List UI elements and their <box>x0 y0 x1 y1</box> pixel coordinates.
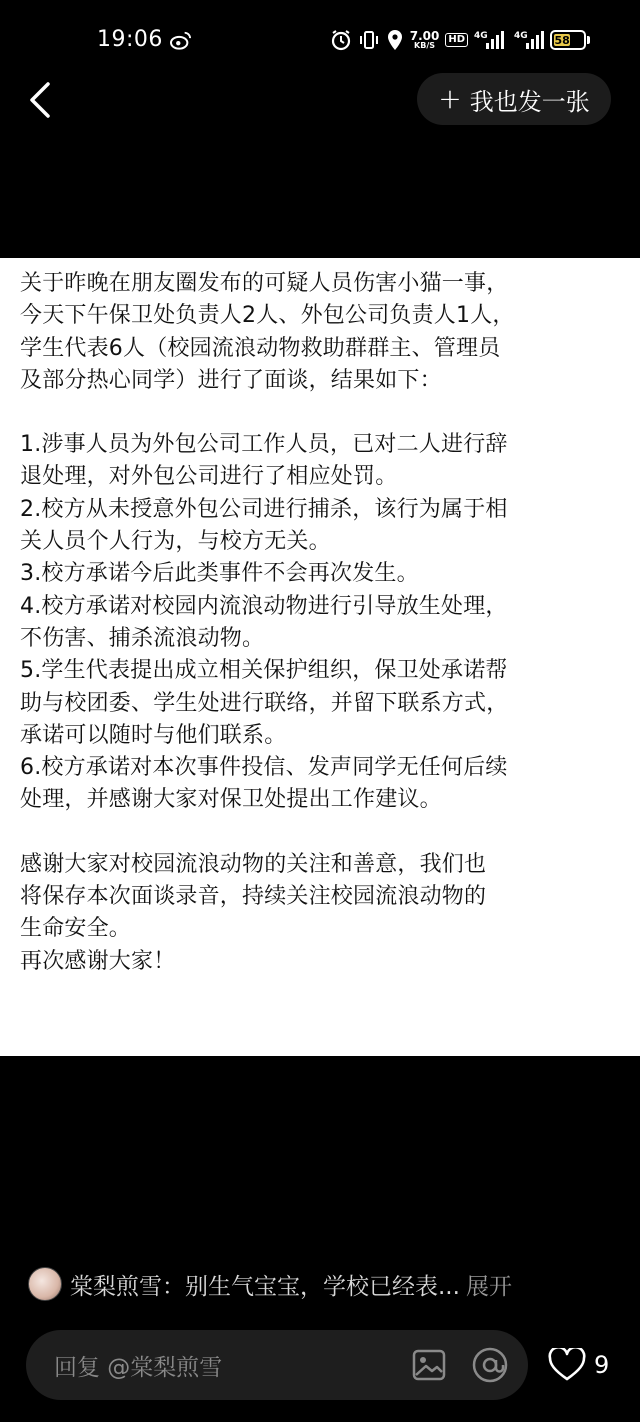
heart-icon <box>548 1348 586 1382</box>
text-line: 处理，并感谢大家对保卫处提出工作建议。 <box>20 787 442 813</box>
text-line: 学生代表6人（校园流浪动物救助群群主、管理员 <box>20 335 501 361</box>
chevron-left-icon <box>22 76 62 124</box>
image-picker-button[interactable] <box>411 1347 447 1383</box>
comment-preview[interactable] <box>28 1262 608 1306</box>
vibrate-icon <box>358 28 380 52</box>
location-icon <box>386 28 404 52</box>
results-list <box>20 429 620 817</box>
hd-badge: HD <box>445 33 468 47</box>
weibo-icon <box>170 30 192 50</box>
text-line: 1.涉事人员为外包公司工作人员，已对二人进行辞 <box>20 432 508 458</box>
post-image[interactable] <box>0 258 640 1056</box>
signal-icon-2 <box>510 28 544 52</box>
svg-text:4G: 4G <box>474 31 488 41</box>
text-line: 感谢大家对校园流浪动物的关注和善意，我们也 <box>20 851 487 877</box>
mention-button[interactable] <box>470 1345 510 1385</box>
text-line: 及部分热心同学）进行了面谈，结果如下： <box>20 367 442 393</box>
expand-link[interactable]: 展开 <box>465 1273 512 1300</box>
comment-text: 别生气宝宝，学校已经表... <box>185 1273 460 1300</box>
text-line: 退处理，对外包公司进行了相应处罚。 <box>20 464 398 490</box>
reply-input[interactable] <box>26 1330 528 1400</box>
reply-placeholder: 回复 @棠梨煎雪 <box>54 1354 223 1381</box>
text-line: 今天下午保卫处负责人2人、外包公司负责人1人， <box>20 303 515 329</box>
text-line: 再次感谢大家！ <box>20 948 176 974</box>
image-icon <box>411 1347 447 1383</box>
avatar[interactable] <box>28 1267 62 1301</box>
comment-author[interactable]: 棠梨煎雪： <box>70 1273 185 1300</box>
post-button-label: 我也发一张 <box>469 87 590 116</box>
text-line: 关于昨晚在朋友圈发布的可疑人员伤害小猫一事， <box>20 271 509 296</box>
signal-icon-1 <box>474 28 504 52</box>
text-line: 生命安全。 <box>20 916 132 942</box>
text-line: 2.校方从未授意外包公司进行捕杀，该行为属于相 <box>20 496 508 522</box>
status-time: 19:06 <box>97 27 163 52</box>
text-line: 5.学生代表提出成立相关保护组织，保卫处承诺帮 <box>20 658 508 684</box>
status-bar <box>0 0 640 80</box>
network-speed: 7.00 KB/S <box>409 29 440 50</box>
like-button[interactable] <box>548 1345 609 1385</box>
svg-text:4G: 4G <box>514 31 528 41</box>
text-line: 助与校团委、学生处进行联络，并留下联系方式， <box>20 690 509 716</box>
post-one-too-button[interactable] <box>417 73 611 125</box>
like-count: 9 <box>594 1351 610 1379</box>
alarm-icon <box>330 28 352 52</box>
battery-level: 58 <box>554 33 570 47</box>
text-line: 不伤害、捕杀流浪动物。 <box>20 625 265 651</box>
status-icons <box>330 26 590 54</box>
intro-paragraph <box>20 268 620 397</box>
text-line: 4.校方承诺对校园内流浪动物进行引导放生处理， <box>20 593 508 619</box>
text-line: 关人员个人行为，与校方无关。 <box>20 529 331 555</box>
battery-icon <box>550 30 590 50</box>
text-line: 3.校方承诺今后此类事件不会再次发生。 <box>20 561 419 587</box>
text-line: 承诺可以随时与他们联系。 <box>20 722 287 748</box>
plus-icon: + <box>438 82 462 115</box>
back-button[interactable] <box>22 76 62 124</box>
at-icon <box>470 1345 510 1385</box>
text-line: 6.校方承诺对本次事件投信、发声同学无任何后续 <box>20 755 508 781</box>
closing-paragraph <box>20 849 620 978</box>
text-line: 将保存本次面谈录音，持续关注校园流浪动物的 <box>20 884 487 910</box>
